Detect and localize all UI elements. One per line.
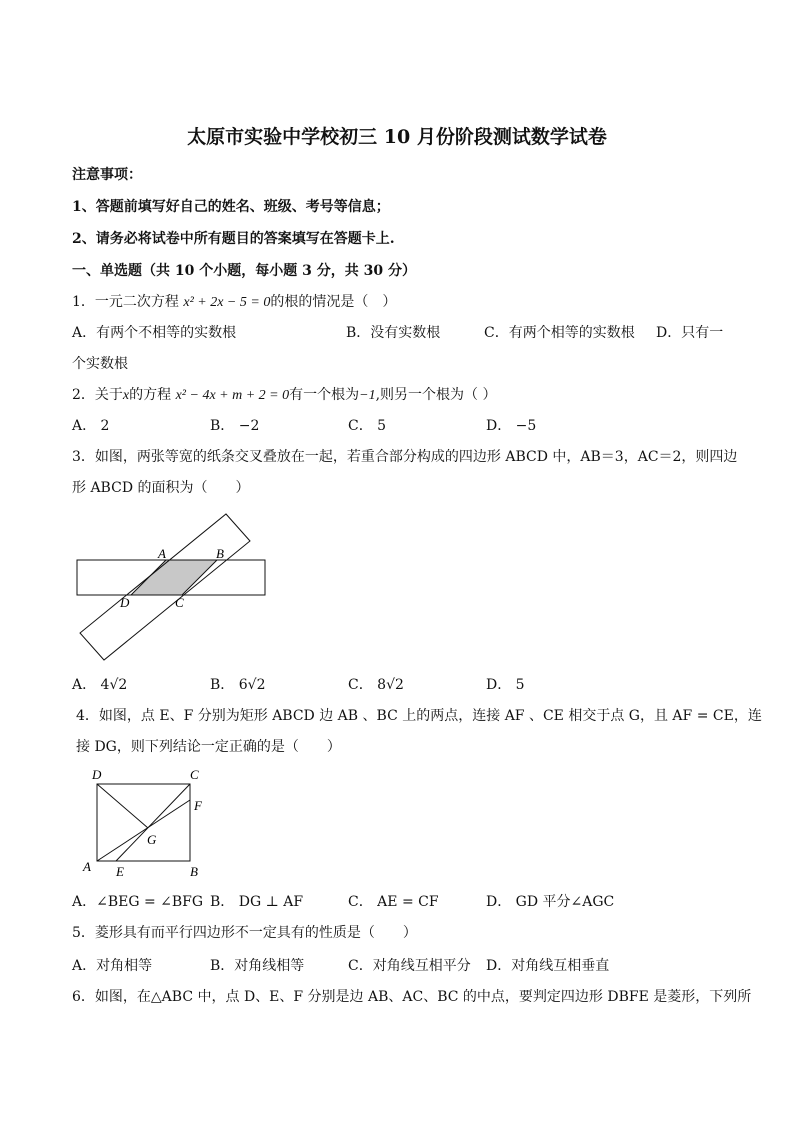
q2-stem-pre: 2．关于 xyxy=(72,387,123,403)
q4-label-a: A xyxy=(83,859,91,874)
q3-label-b: B xyxy=(216,546,224,561)
q2-var: x xyxy=(122,388,130,403)
question-3-stem-line-2: 形 ABCD 的面积为（ ） xyxy=(72,480,250,496)
q4-label-b: B xyxy=(190,864,198,879)
q2-option-b: B． −2 xyxy=(210,418,260,434)
q5-option-c: C．对角线互相平分 xyxy=(348,958,471,974)
section-heading: 一、单选题（共 10 个小题，每小题 3 分，共 30 分） xyxy=(72,263,416,279)
q2-option-a: A． 2 xyxy=(72,418,110,434)
q4-label-e: E xyxy=(116,864,124,879)
q4-segment-af xyxy=(97,800,190,861)
q4-option-b: B． DG ⊥ AF xyxy=(210,894,304,910)
q4-option-d: D． GD 平分∠AGC xyxy=(486,894,615,910)
q3-label-c: C xyxy=(175,595,184,610)
q2-option-d: D． −5 xyxy=(486,418,537,434)
question-5-stem: 5．菱形具有而平行四边形不一定具有的性质是（ ） xyxy=(72,925,417,941)
q1-option-c: C．有两个相等的实数根 xyxy=(484,325,635,341)
q4-label-d: D xyxy=(92,767,102,782)
question-2-stem xyxy=(72,386,496,405)
q3-figure-paper-strips xyxy=(60,505,280,665)
q3-label-a: A xyxy=(158,546,166,561)
question-4-stem-line-2: 接 DG，则下列结论一定正确的是（ ） xyxy=(76,739,341,755)
q3-option-d: D． 5 xyxy=(486,677,525,693)
q5-option-d: D．对角线互相垂直 xyxy=(486,958,610,974)
q3-option-a: A． 4√2 xyxy=(72,677,128,693)
question-4-stem-line-1: 4．如图，点 E、F 分别为矩形 ABCD 边 AB 、BC 上的两点，连接 AF 、CE 相交于点 G，且 AF = CE，连 xyxy=(76,708,762,724)
question-1-stem xyxy=(72,293,396,312)
q3-label-d: D xyxy=(120,595,130,610)
q1-option-b: B．没有实数根 xyxy=(346,325,441,341)
q4-segment-dg xyxy=(97,784,148,828)
q4-label-c: C xyxy=(190,767,199,782)
q2-equation: x² − 4x + m + 2 = 0 xyxy=(175,388,290,403)
q4-label-g: G xyxy=(147,832,157,847)
notice-item-2: 2、请务必将试卷中所有题目的答案填写在答题卡上. xyxy=(72,231,395,247)
notice-heading: 注意事项： xyxy=(72,167,142,183)
q5-option-b: B．对角线相等 xyxy=(210,958,305,974)
q1-stem-post: 的根的情况是（ ） xyxy=(270,294,397,310)
q2-stem-mid: 的方程 xyxy=(129,387,176,403)
q3-option-b: B． 6√2 xyxy=(210,677,266,693)
q1-equation: x² + 2x − 5 = 0 xyxy=(183,295,271,310)
q1-stem-pre: 1．一元二次方程 xyxy=(72,294,184,310)
q4-option-c: C． AE = CF xyxy=(348,894,439,910)
q2-stem-post: ,则另一个根为（ ） xyxy=(375,387,497,403)
q2-root: −1 xyxy=(359,388,376,403)
q5-option-a: A．对角相等 xyxy=(72,958,153,974)
q2-stem-mid2: 有一个根为 xyxy=(289,387,360,403)
q1-option-d: D．只有一 xyxy=(656,325,724,341)
q3-option-c: C． 8√2 xyxy=(348,677,404,693)
question-3-stem-line-1: 3．如图，两张等宽的纸条交叉叠放在一起，若重合部分构成的四边形 ABCD 中，AB＝3，AC＝2，则四边 xyxy=(72,449,738,465)
q2-option-c: C． 5 xyxy=(348,418,387,434)
q4-option-a: A．∠BEG = ∠BFG xyxy=(72,894,204,910)
q1-option-a: A．有两个不相等的实数根 xyxy=(72,325,237,341)
q3-overlap-quadrilateral xyxy=(131,560,217,595)
question-6-stem-line-1: 6．如图，在△ABC 中，点 D、E、F 分别是边 AB、AC、BC 的中点，要判定四边形 DBFE 是菱形，下列所 xyxy=(72,989,752,1005)
q1-option-d-continued: 个实数根 xyxy=(72,356,128,372)
q4-label-f: F xyxy=(194,798,202,813)
q4-segment-ce xyxy=(116,784,190,861)
q4-figure-rectangle xyxy=(80,764,210,884)
page-title: 太原市实验中学校初三 10 月份阶段测试数学试卷 xyxy=(187,126,607,148)
notice-item-1: 1、答题前填写好自己的姓名、班级、考号等信息； xyxy=(72,199,390,215)
